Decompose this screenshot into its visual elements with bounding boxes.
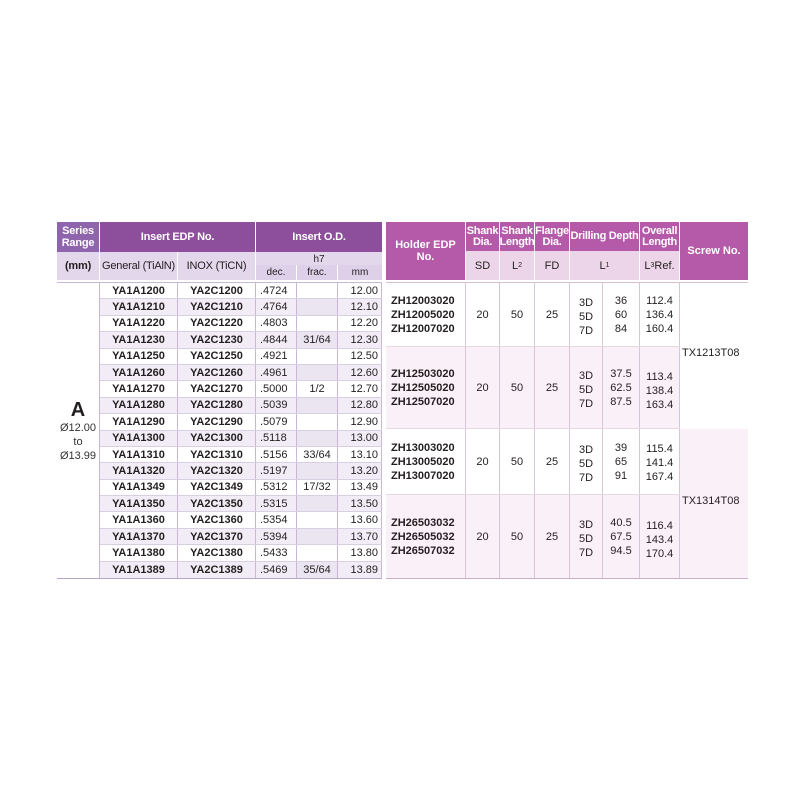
screw-no-header: Screw No. xyxy=(680,222,748,280)
od-frac xyxy=(297,316,338,331)
inox-edp: YA2C1290 xyxy=(178,414,256,429)
fd-value: 25 xyxy=(535,283,570,346)
l3-cell: 116.4 143.4 170.4 xyxy=(640,495,680,578)
inox-edp: YA2C1210 xyxy=(178,299,256,314)
holder-table-header xyxy=(386,222,748,280)
od-frac xyxy=(297,365,338,380)
general-edp: YA1A1200 xyxy=(100,283,178,298)
fd-value: 25 xyxy=(535,495,570,578)
holder-group xyxy=(386,495,680,578)
frac-header: frac. xyxy=(297,265,338,280)
series-range-header: Series Range xyxy=(57,222,100,252)
od-mm: 12.20 xyxy=(338,316,382,331)
od-mm: 13.89 xyxy=(338,562,382,578)
od-frac xyxy=(297,545,338,560)
od-frac: 31/64 xyxy=(297,332,338,347)
sd-value: 20 xyxy=(466,347,500,428)
table-row xyxy=(100,365,382,381)
od-mm: 13.50 xyxy=(338,496,382,511)
screw-column xyxy=(680,283,748,578)
l3-header: L 3 Ref. xyxy=(640,251,679,280)
od-dec: .4961 xyxy=(256,365,297,380)
series-letter: A xyxy=(70,398,86,421)
od-frac xyxy=(297,431,338,446)
inox-edp: YA2C1250 xyxy=(178,349,256,364)
od-frac xyxy=(297,398,338,413)
od-mm: 12.00 xyxy=(338,283,382,298)
depth-cell: 3D 5D 7D xyxy=(570,495,603,578)
od-frac: 33/64 xyxy=(297,447,338,462)
od-dec: .5315 xyxy=(256,496,297,511)
table-row xyxy=(100,496,382,512)
inox-ticn-header: INOX (TiCN) xyxy=(178,252,256,280)
sd-value: 20 xyxy=(466,283,500,346)
general-edp: YA1A1300 xyxy=(100,431,178,446)
holder-edp-cell: ZH12003020 ZH12005020 ZH12007020 xyxy=(386,283,466,346)
sd-value: 20 xyxy=(466,429,500,494)
od-dec: .4803 xyxy=(256,316,297,331)
general-tialn-header: General (TiAlN) xyxy=(100,252,178,280)
l3-cell: 112.4 136.4 160.4 xyxy=(640,283,680,346)
inox-edp: YA2C1360 xyxy=(178,512,256,527)
general-edp: YA1A1280 xyxy=(100,398,178,413)
table-row xyxy=(100,381,382,397)
holder-edp-cell: ZH12503020 ZH12505020 ZH12507020 xyxy=(386,347,466,428)
series-range-to: Ø13.99 xyxy=(59,449,97,462)
inox-edp: YA2C1310 xyxy=(178,447,256,462)
insert-rows xyxy=(100,283,382,578)
od-mm: 13.10 xyxy=(338,447,382,462)
table-row xyxy=(100,529,382,545)
od-mm: 12.50 xyxy=(338,349,382,364)
od-mm: 12.30 xyxy=(338,332,382,347)
od-frac xyxy=(297,414,338,429)
mm-unit-header: (mm) xyxy=(57,252,100,280)
inox-edp: YA2C1350 xyxy=(178,496,256,511)
table-row xyxy=(100,349,382,365)
shank-length-header: Shank Length xyxy=(500,222,534,251)
inox-edp: YA2C1300 xyxy=(178,431,256,446)
l1-cell: 40.5 67.5 94.5 xyxy=(603,495,640,578)
holder-group xyxy=(386,429,680,495)
holder-table-body xyxy=(386,282,748,579)
od-dec: .5312 xyxy=(256,480,297,495)
insert-table xyxy=(57,222,382,579)
inox-edp: YA2C1260 xyxy=(178,365,256,380)
general-edp: YA1A1250 xyxy=(100,349,178,364)
od-dec: .5354 xyxy=(256,512,297,527)
table-row xyxy=(100,316,382,332)
od-frac xyxy=(297,512,338,527)
od-frac: 35/64 xyxy=(297,562,338,578)
insert-edp-header: Insert EDP No. xyxy=(100,222,256,252)
inox-edp: YA2C1370 xyxy=(178,529,256,544)
od-dec: .5000 xyxy=(256,381,297,396)
l1-cell: 36 60 84 xyxy=(603,283,640,346)
drilling-depth-header: Drilling Depth xyxy=(570,222,639,251)
table-row xyxy=(100,447,382,463)
od-mm: 12.80 xyxy=(338,398,382,413)
od-dec: .5118 xyxy=(256,431,297,446)
depth-cell: 3D 5D 7D xyxy=(570,347,603,428)
l2-value: 50 xyxy=(500,283,535,346)
od-frac xyxy=(297,299,338,314)
depth-cell: 3D 5D 7D xyxy=(570,283,603,346)
od-frac xyxy=(297,496,338,511)
h7-tolerance-header: h7 xyxy=(256,252,382,265)
od-dec: .5079 xyxy=(256,414,297,429)
table-row xyxy=(100,480,382,496)
holder-group xyxy=(386,283,680,347)
od-mm: 12.10 xyxy=(338,299,382,314)
l2-value: 50 xyxy=(500,429,535,494)
l3-cell: 113.4 138.4 163.4 xyxy=(640,347,680,428)
od-mm: 12.70 xyxy=(338,381,382,396)
l3-cell: 115.4 141.4 167.4 xyxy=(640,429,680,494)
od-mm: 13.70 xyxy=(338,529,382,544)
inox-edp: YA2C1220 xyxy=(178,316,256,331)
general-edp: YA1A1389 xyxy=(100,562,178,578)
general-edp: YA1A1290 xyxy=(100,414,178,429)
table-row xyxy=(100,414,382,430)
insert-od-header: Insert O.D. xyxy=(256,222,382,252)
holder-edp-header: Holder EDP No. xyxy=(386,222,466,280)
inox-edp: YA2C1389 xyxy=(178,562,256,578)
od-dec: .4764 xyxy=(256,299,297,314)
od-dec: .4921 xyxy=(256,349,297,364)
od-dec: .5197 xyxy=(256,463,297,478)
od-dec: .5469 xyxy=(256,562,297,578)
general-edp: YA1A1230 xyxy=(100,332,178,347)
l1-header: L 1 xyxy=(570,251,639,280)
inox-edp: YA2C1320 xyxy=(178,463,256,478)
fd-value: 25 xyxy=(535,429,570,494)
dec-header: dec. xyxy=(256,265,297,280)
od-frac xyxy=(297,529,338,544)
od-dec: .5039 xyxy=(256,398,297,413)
shank-dia-header: Shank Dia. xyxy=(466,222,499,251)
table-row xyxy=(100,562,382,578)
inox-edp: YA2C1270 xyxy=(178,381,256,396)
od-mm: 13.00 xyxy=(338,431,382,446)
holder-table xyxy=(386,222,748,579)
general-edp: YA1A1350 xyxy=(100,496,178,511)
series-cell xyxy=(57,283,100,578)
holder-edp-cell: ZH26503032 ZH26505032 ZH26507032 xyxy=(386,495,466,578)
sd-header: SD xyxy=(466,251,499,280)
general-edp: YA1A1260 xyxy=(100,365,178,380)
sd-value: 20 xyxy=(466,495,500,578)
holder-edp-cell: ZH13003020 ZH13005020 ZH13007020 xyxy=(386,429,466,494)
holder-group xyxy=(386,347,680,429)
od-mm: 13.80 xyxy=(338,545,382,560)
insert-table-header-row-1 xyxy=(57,222,382,252)
general-edp: YA1A1310 xyxy=(100,447,178,462)
insert-table-body xyxy=(57,282,382,579)
series-range-from: Ø12.00 xyxy=(59,421,97,434)
od-subheader xyxy=(256,252,382,280)
od-frac: 1/2 xyxy=(297,381,338,396)
inox-edp: YA2C1230 xyxy=(178,332,256,347)
table-row xyxy=(100,512,382,528)
general-edp: YA1A1349 xyxy=(100,480,178,495)
inox-edp: YA2C1349 xyxy=(178,480,256,495)
od-dec: .5394 xyxy=(256,529,297,544)
od-dec: .4844 xyxy=(256,332,297,347)
table-row xyxy=(100,398,382,414)
od-dec: .5156 xyxy=(256,447,297,462)
od-mm: 13.20 xyxy=(338,463,382,478)
l2-header: L 2 xyxy=(500,251,534,280)
general-edp: YA1A1360 xyxy=(100,512,178,527)
od-dec: .4724 xyxy=(256,283,297,298)
l2-value: 50 xyxy=(500,347,535,428)
inox-edp: YA2C1380 xyxy=(178,545,256,560)
flange-dia-header: Flange Dia. xyxy=(535,222,569,251)
fd-value: 25 xyxy=(535,347,570,428)
l1-cell: 39 65 91 xyxy=(603,429,640,494)
general-edp: YA1A1370 xyxy=(100,529,178,544)
od-frac xyxy=(297,349,338,364)
table-row xyxy=(100,283,382,299)
depth-cell: 3D 5D 7D xyxy=(570,429,603,494)
table-row xyxy=(100,463,382,479)
table-row xyxy=(100,299,382,315)
l1-cell: 37.5 62.5 87.5 xyxy=(603,347,640,428)
od-mm: 12.60 xyxy=(338,365,382,380)
general-edp: YA1A1210 xyxy=(100,299,178,314)
od-mm: 13.60 xyxy=(338,512,382,527)
fd-header: FD xyxy=(535,251,569,280)
overall-length-header: Overall Length xyxy=(640,222,679,251)
od-frac xyxy=(297,463,338,478)
l2-value: 50 xyxy=(500,495,535,578)
mm-header: mm xyxy=(338,265,382,280)
od-mm: 13.49 xyxy=(338,480,382,495)
table-row xyxy=(100,332,382,348)
od-mm: 12.90 xyxy=(338,414,382,429)
table-row xyxy=(100,431,382,447)
series-range-to-word: to xyxy=(73,435,83,448)
inox-edp: YA2C1200 xyxy=(178,283,256,298)
screw-no-value: TX1314T08 xyxy=(680,495,748,578)
general-edp: YA1A1380 xyxy=(100,545,178,560)
od-frac xyxy=(297,283,338,298)
insert-table-header-row-2 xyxy=(57,252,382,280)
table-row xyxy=(100,545,382,561)
screw-no-value: TX1213T08 xyxy=(680,347,748,429)
general-edp: YA1A1220 xyxy=(100,316,178,331)
inox-edp: YA2C1280 xyxy=(178,398,256,413)
general-edp: YA1A1270 xyxy=(100,381,178,396)
general-edp: YA1A1320 xyxy=(100,463,178,478)
od-dec: .5433 xyxy=(256,545,297,560)
od-frac: 17/32 xyxy=(297,480,338,495)
